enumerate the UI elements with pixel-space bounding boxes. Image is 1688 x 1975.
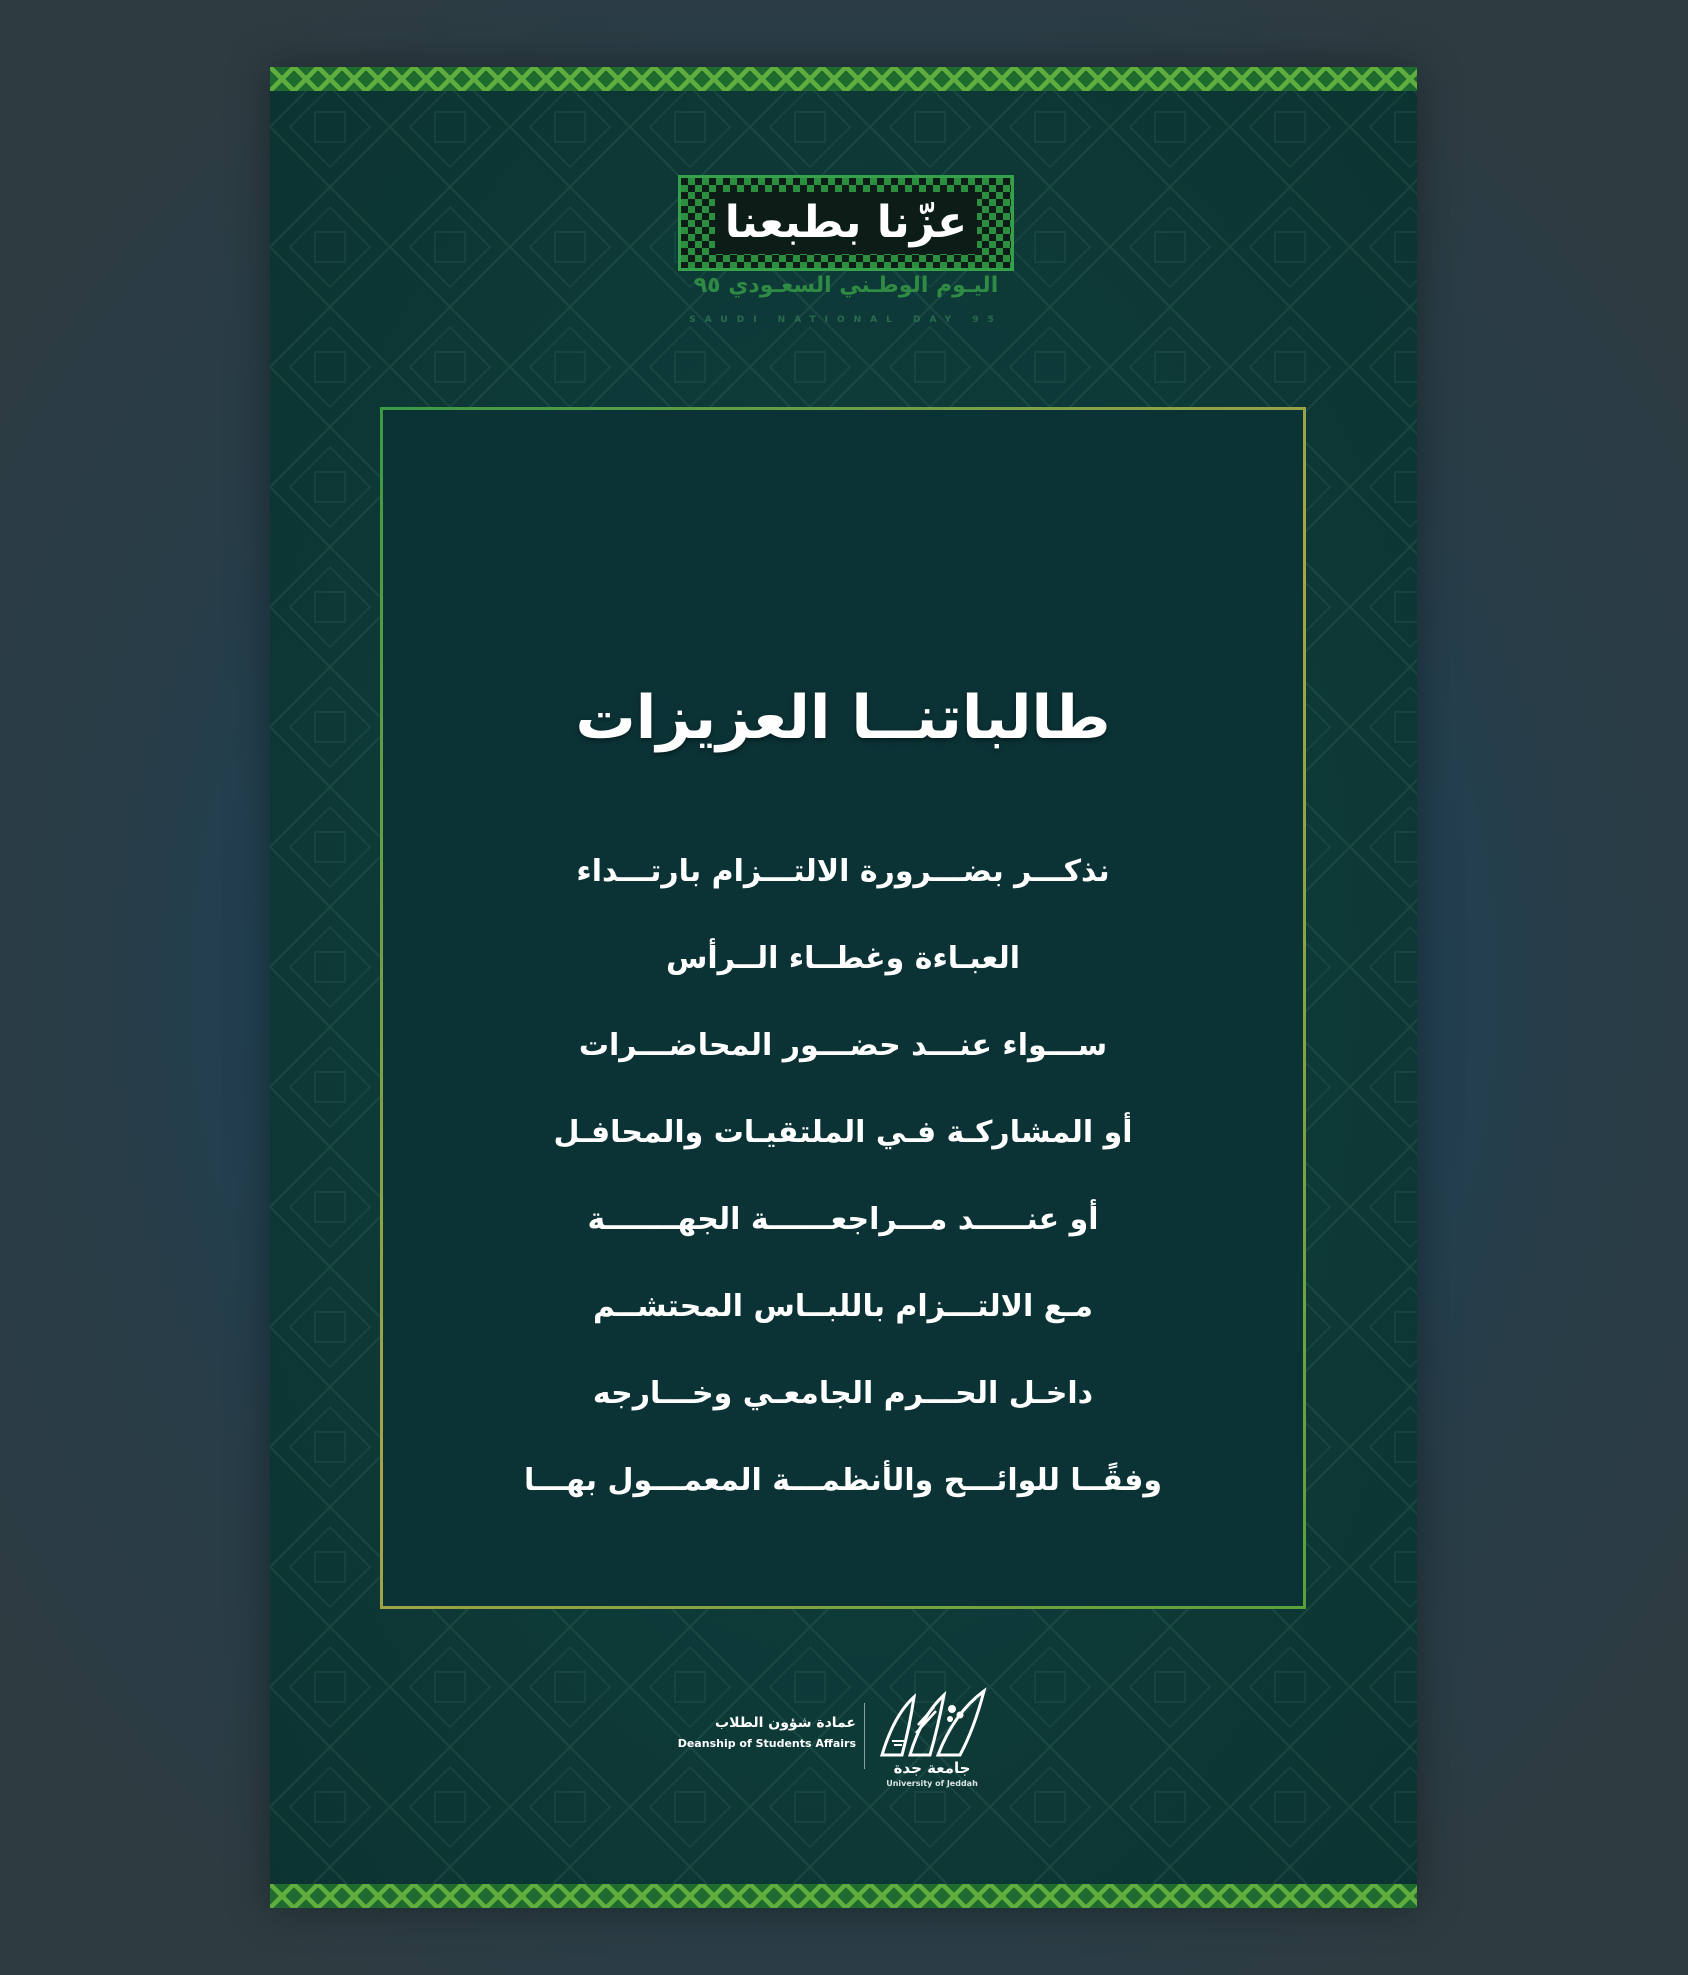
logo-subtitle-english: SAUDI NATIONAL DAY 95 — [689, 315, 1003, 325]
bottom-ornament-border — [270, 1884, 1417, 1908]
logo-subtitle-arabic: اليـوم الوطـني السعـودي ٩٥ — [693, 273, 999, 298]
message-line: العبـاءة وغطــاء الــرأس — [665, 941, 1021, 976]
message-line: مـع الالتـــزام باللبــاس المحتشــم — [592, 1289, 1094, 1324]
university-of-jeddah-logo-icon — [874, 1685, 990, 1761]
message-line: نذكـــر بضـــرورة الالتـــزام بارتـــداء — [576, 854, 1110, 889]
poster — [270, 67, 1417, 1908]
university-name-arabic: جامعة جدة — [893, 1759, 971, 1777]
footer-divider — [864, 1703, 865, 1769]
logo-title: عزّنا بطبعنا — [724, 197, 968, 248]
footer-logos — [670, 1679, 1030, 1789]
national-day-logo — [678, 175, 1014, 271]
top-ornament-border — [270, 67, 1417, 91]
message-frame — [380, 407, 1306, 1609]
message-title: طالباتنــا العزيزات — [575, 683, 1111, 753]
deanship-name-english: Deanship of Students Affairs — [677, 1737, 856, 1750]
message-line: وفقًــا للوائـــح والأنظمـــة المعمـــول بهـــا — [523, 1463, 1163, 1498]
message-line: أو عنـــــد مـــراجعــــــة الجهـــــــة — [587, 1202, 1099, 1237]
message-line: أو المشاركـة فـي الملتقيـات والمحافـل — [553, 1115, 1133, 1150]
university-name-english: University of Jeddah — [886, 1779, 978, 1788]
message-lines — [383, 828, 1303, 1524]
message-line: ســـواء عنـــد حضـــور المحاضـــرات — [578, 1028, 1108, 1063]
message-line: داخـل الحـــرم الجامعـي وخـــارجه — [592, 1376, 1094, 1411]
deanship-name-arabic: عمادة شؤون الطلاب — [715, 1715, 856, 1731]
